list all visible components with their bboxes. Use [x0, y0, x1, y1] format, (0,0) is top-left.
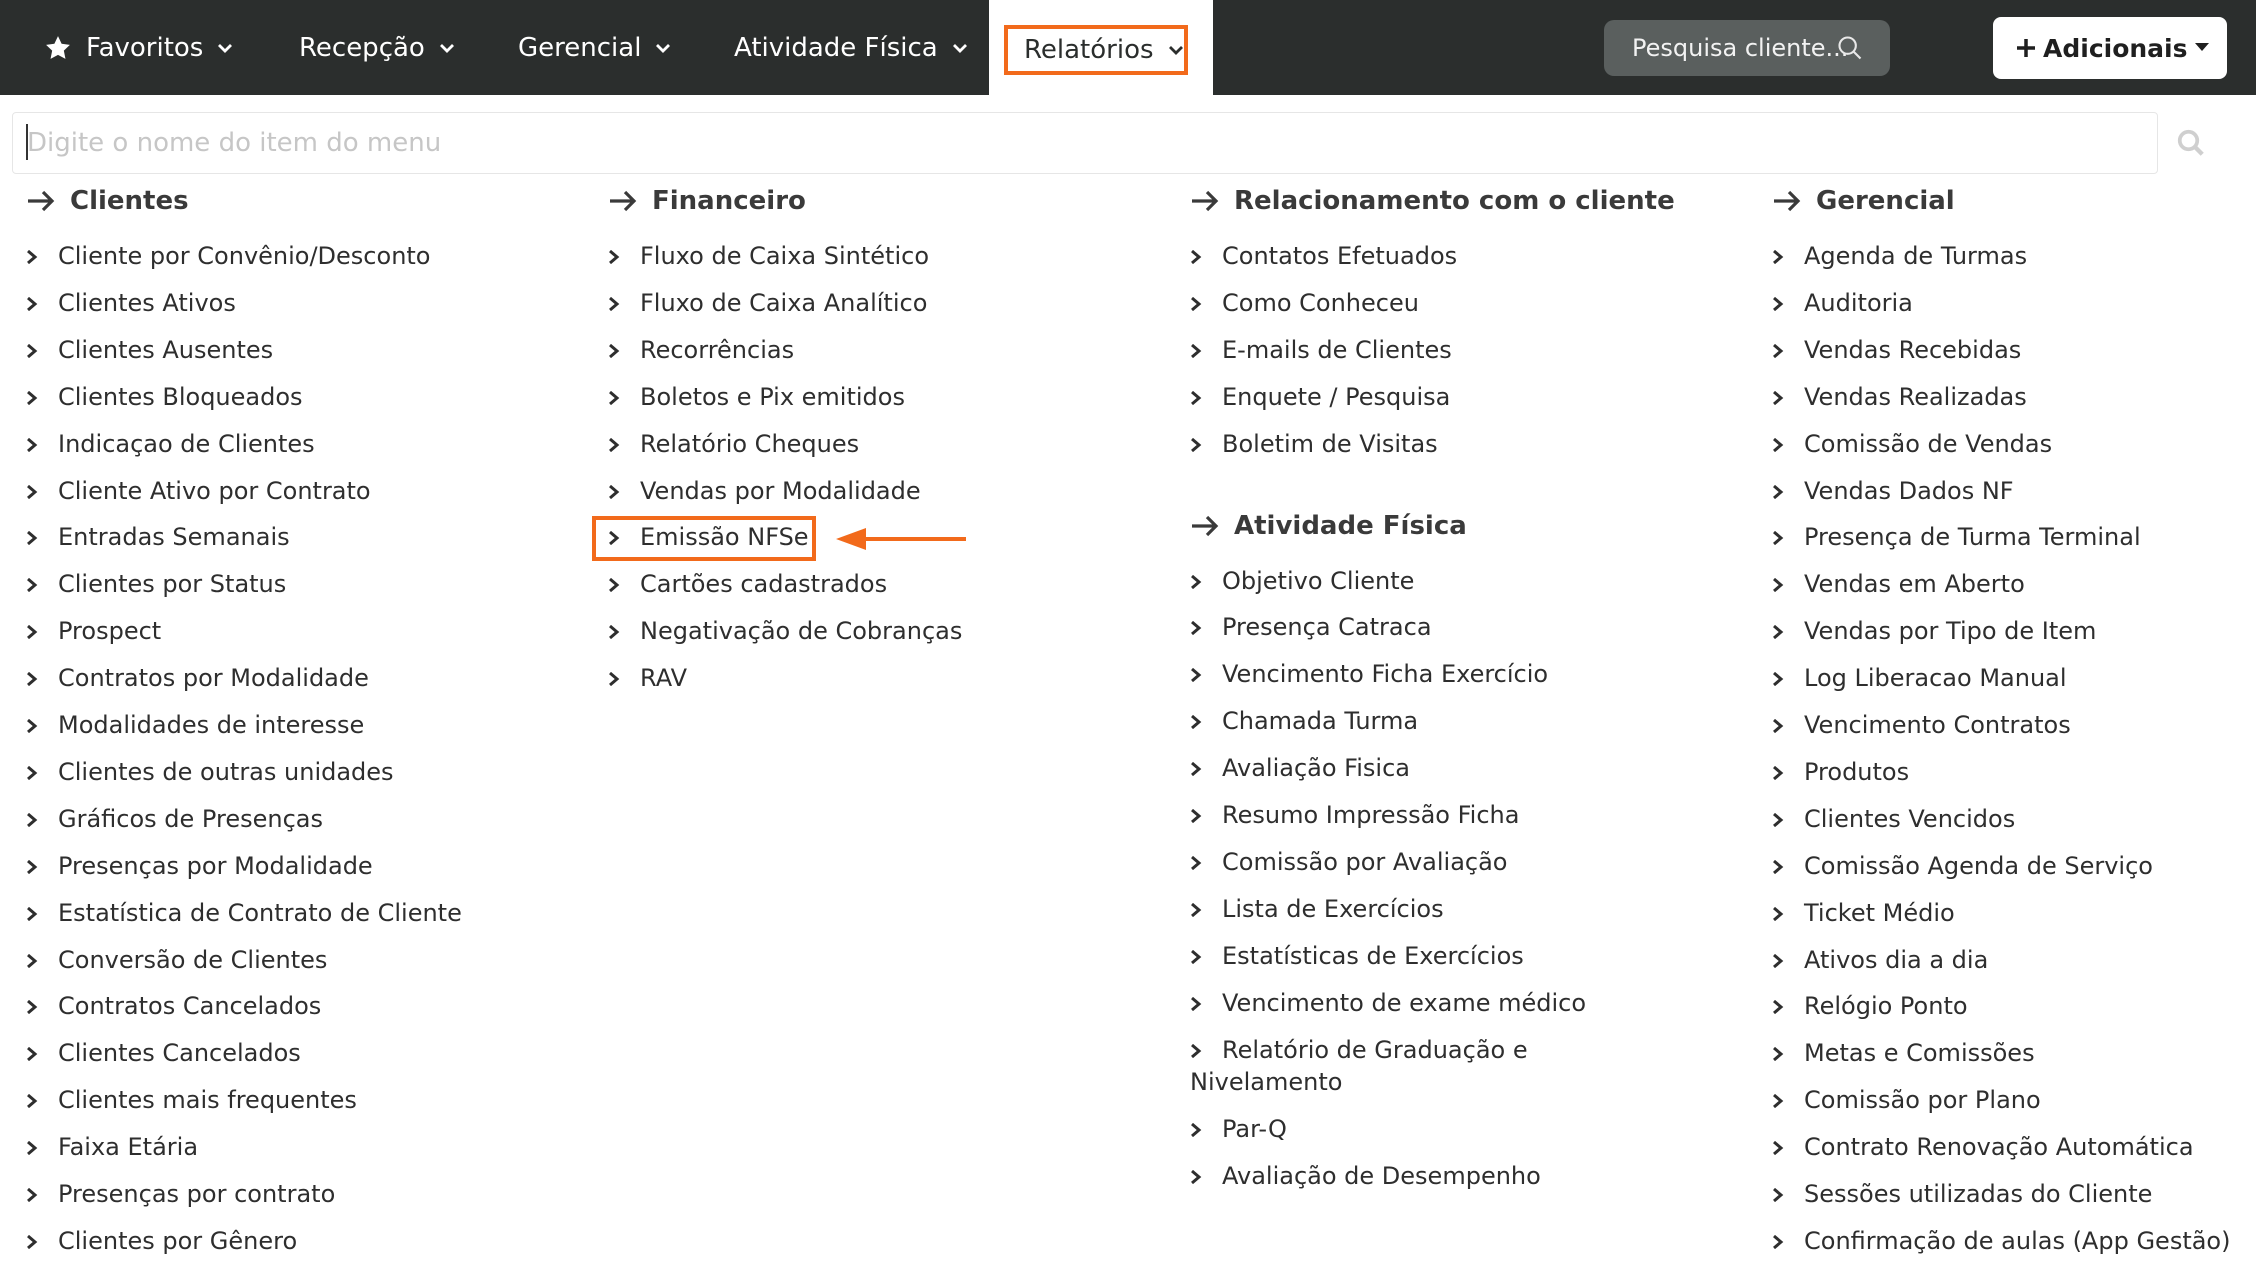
menu-item-label: Ativos dia a dia	[1804, 945, 1989, 974]
chevron-right-icon	[1772, 297, 1784, 311]
menu-item-label: Contrato Renovação Automática	[1804, 1133, 2194, 1162]
chevron-right-icon	[1772, 1235, 1784, 1249]
menu-item-label: Vendas Dados NF	[1804, 476, 2014, 505]
menu-item-label: Produtos	[1804, 757, 1910, 786]
chevron-right-icon	[1190, 1170, 1202, 1184]
menu-item-label: Lista de Exercícios	[1222, 894, 1444, 923]
chevron-right-icon	[1772, 250, 1784, 264]
section-title-label: Financeiro	[652, 186, 806, 216]
menu-item-label: Estatística de Contrato de Cliente	[58, 898, 462, 927]
menu-item-label: Gráficos de Presenças	[58, 804, 323, 833]
menu-item-label: Clientes Ativos	[58, 288, 236, 317]
chevron-right-icon	[1772, 531, 1784, 545]
arrow-right-icon	[608, 190, 638, 212]
menu-item-label: Vendas em Aberto	[1804, 570, 2025, 599]
menu-item-label: Contatos Efetuados	[1222, 242, 1458, 270]
chevron-right-icon	[608, 297, 620, 311]
chevron-right-icon	[1772, 391, 1784, 405]
menu-item-label: Sessões utilizadas do Cliente	[1804, 1180, 2153, 1208]
menu-item-label: Clientes Cancelados	[58, 1039, 301, 1068]
nav-label-recepcao: Recepção	[299, 32, 425, 63]
chevron-right-icon	[26, 438, 38, 452]
chevron-right-icon	[26, 1141, 38, 1155]
chevron-right-icon	[1772, 1000, 1784, 1014]
menu-item-label: Cartões cadastrados	[640, 570, 888, 599]
menu-item-label: Presença Catraca	[1222, 613, 1432, 642]
menu-item-label: Boletim de Visitas	[1222, 429, 1438, 458]
menu-item-label: Log Liberacao Manual	[1804, 664, 2067, 693]
chevron-right-icon	[26, 907, 38, 921]
menu-item-label: Prospect	[58, 617, 162, 646]
menu-item-label: Par-Q	[1222, 1115, 1287, 1144]
menu-item-label: Vencimento Ficha Exercício	[1222, 660, 1549, 689]
menu-item-label: Vencimento Contratos	[1804, 711, 2071, 739]
chevron-right-icon	[1772, 438, 1784, 452]
chevron-right-icon	[608, 344, 620, 358]
menu-item-label: Contratos Cancelados	[58, 992, 322, 1021]
chevron-right-icon	[1190, 856, 1202, 870]
menu-item-label: Estatísticas de Exercícios	[1222, 941, 1524, 970]
menu-item-label: Comissão por Avaliação	[1222, 847, 1508, 876]
menu-item-label: Comissão Agenda de Serviço	[1804, 851, 2153, 880]
menu-item-label: Agenda de Turmas	[1804, 242, 2028, 270]
menu-item-label: E-mails de Clientes	[1222, 335, 1452, 364]
menu-item-label: Clientes Bloqueados	[58, 382, 303, 411]
chevron-right-icon	[26, 1188, 38, 1202]
text-cursor	[26, 124, 28, 160]
chevron-right-icon	[1190, 997, 1202, 1011]
section-title-clientes	[26, 186, 189, 216]
menu-item-label: Presenças por Modalidade	[58, 851, 373, 880]
menu-item-label: RAV	[640, 664, 688, 693]
chevron-right-icon	[1772, 625, 1784, 639]
nav-relatorios[interactable]	[989, 0, 1213, 95]
chevron-right-icon	[608, 438, 620, 452]
menu-item-label: Avaliação de Desempenho	[1222, 1162, 1541, 1191]
chevron-right-icon	[1190, 344, 1202, 358]
chevron-right-icon	[26, 766, 38, 780]
section-title-relacionamento-com-o-cliente	[1190, 186, 1675, 216]
menu-item-label: Presenças por contrato	[58, 1180, 336, 1208]
menu-item-label: Indicaçao de Clientes	[58, 429, 315, 458]
arrow-right-icon	[1772, 190, 1802, 212]
nav-recepcao[interactable]	[299, 0, 455, 95]
chevron-right-icon	[26, 719, 38, 733]
section-title-label: Atividade Física	[1234, 510, 1467, 541]
chevron-right-icon	[608, 672, 620, 686]
chevron-right-icon	[26, 1000, 38, 1014]
nav-favoritos[interactable]	[44, 0, 233, 95]
menu-item-label: Comissão por Plano	[1804, 1086, 2041, 1115]
menu-item-label: Clientes por Status	[58, 570, 287, 599]
chevron-right-icon	[1190, 715, 1202, 729]
client-search-placeholder: Pesquisa cliente...	[1632, 34, 1849, 62]
section-title-gerencial	[1772, 186, 1955, 216]
chevron-right-icon	[1190, 297, 1202, 311]
menu-item-label: Resumo Impressão Ficha	[1222, 801, 1520, 829]
search-icon[interactable]	[1836, 34, 1864, 62]
chevron-right-icon	[1772, 766, 1784, 780]
chevron-right-icon	[26, 391, 38, 405]
menu-item-label: Boletos e Pix emitidos	[640, 382, 905, 411]
menu-item-label: Faixa Etária	[58, 1133, 199, 1162]
chevron-down-icon	[952, 42, 968, 54]
chevron-right-icon	[26, 485, 38, 499]
chevron-right-icon	[1190, 950, 1202, 964]
menu-item-label: Presença de Turma Terminal	[1804, 523, 2141, 552]
menu-item-search[interactable]	[12, 112, 2158, 174]
search-icon[interactable]	[2176, 128, 2206, 158]
menu-item-label: Emissão NFSe	[640, 523, 809, 552]
chevron-right-icon	[608, 391, 620, 405]
arrow-right-icon	[1190, 190, 1220, 212]
chevron-right-icon	[1772, 1047, 1784, 1061]
plus-icon	[2015, 37, 2037, 59]
chevron-down-icon	[217, 42, 233, 54]
chevron-right-icon	[1772, 344, 1784, 358]
menu-item-label: Cliente Ativo por Contrato	[58, 476, 371, 505]
menu-item-label: Clientes mais frequentes	[58, 1086, 357, 1115]
menu-item-label: Conversão de Clientes	[58, 945, 328, 974]
menu-item-label: Contratos por Modalidade	[58, 664, 369, 693]
arrow-right-icon	[1190, 515, 1220, 537]
chevron-right-icon	[26, 344, 38, 358]
menu-item-label: Fluxo de Caixa Sintético	[640, 242, 930, 270]
emissao-nfse-highlight-box	[592, 516, 816, 561]
nav-label-gerencial: Gerencial	[518, 32, 642, 63]
section-title-atividade-fisica	[1190, 511, 1467, 541]
menu-item-label: Clientes Vencidos	[1804, 804, 2016, 833]
star-icon	[44, 34, 72, 62]
menu-item-label: Relatório Cheques	[640, 429, 860, 458]
menu-item-label: Objetivo Cliente	[1222, 566, 1415, 595]
menu-item-label: Vendas por Tipo de Item	[1804, 617, 2097, 646]
chevron-right-icon	[26, 531, 38, 545]
chevron-right-icon	[1772, 1141, 1784, 1155]
chevron-right-icon	[26, 860, 38, 874]
chevron-right-icon	[26, 250, 38, 264]
chevron-right-icon	[608, 625, 620, 639]
chevron-right-icon	[1772, 1094, 1784, 1108]
nav-label-favoritos: Favoritos	[86, 32, 204, 63]
menu-item-label: Clientes por Gênero	[58, 1226, 298, 1255]
chevron-right-icon	[26, 1094, 38, 1108]
chevron-right-icon	[26, 954, 38, 968]
chevron-down-icon	[439, 42, 455, 54]
chevron-right-icon	[26, 578, 38, 592]
menu-item-label: Auditoria	[1804, 288, 1913, 317]
chevron-right-icon	[26, 297, 38, 311]
chevron-right-icon	[26, 813, 38, 827]
chevron-right-icon	[26, 672, 38, 686]
menu-item-label: Vendas Realizadas	[1804, 382, 2027, 411]
chevron-right-icon	[1772, 860, 1784, 874]
menu-search-input[interactable]	[13, 112, 2157, 174]
menu-item-label: Vencimento de exame médico	[1222, 988, 1587, 1017]
menu-item-label: Negativação de Cobranças	[640, 617, 963, 646]
chevron-right-icon	[1772, 1188, 1784, 1202]
chevron-down-icon	[655, 42, 671, 54]
chevron-right-icon	[1772, 719, 1784, 733]
nav-label-relatorios: Relatórios	[1024, 35, 1154, 65]
chevron-down-icon	[1168, 44, 1184, 56]
chevron-right-icon	[1190, 250, 1202, 264]
chevron-right-icon	[1190, 621, 1202, 635]
menu-item-label: Relatório de Graduação e Nivelamento	[1190, 1035, 1528, 1096]
menu-item-label: Comissão de Vendas	[1804, 429, 2053, 458]
chevron-right-icon	[608, 485, 620, 499]
menu-item-label: Recorrências	[640, 335, 795, 364]
nav-label-atividade-fisica: Atividade Física	[734, 32, 938, 63]
chevron-right-icon	[608, 250, 620, 264]
menu-item-label: Avaliação Fisica	[1222, 754, 1410, 783]
menu-item-label: Modalidades de interesse	[58, 711, 365, 739]
chevron-right-icon	[1190, 762, 1202, 776]
menu-item-label: Chamada Turma	[1222, 707, 1419, 736]
adicionais-label: Adicionais	[2043, 33, 2188, 63]
chevron-right-icon	[26, 1235, 38, 1249]
menu-item-label: Vendas por Modalidade	[640, 476, 921, 505]
chevron-right-icon	[1772, 954, 1784, 968]
menu-item-label: Ticket Médio	[1804, 898, 1955, 927]
chevron-right-icon	[608, 578, 620, 592]
menu-item-label: Entradas Semanais	[58, 523, 290, 552]
arrow-left-annotation-icon	[832, 524, 972, 554]
menu-item-label: Clientes de outras unidades	[58, 757, 394, 786]
section-title-label: Clientes	[70, 186, 189, 216]
client-search-input[interactable]	[1604, 20, 1890, 76]
menu-item-label: Enquete / Pesquisa	[1222, 382, 1451, 411]
chevron-right-icon	[1772, 813, 1784, 827]
chevron-right-icon	[1772, 485, 1784, 499]
menu-item-label: Clientes Ausentes	[58, 335, 274, 364]
nav-gerencial[interactable]	[518, 0, 671, 95]
chevron-right-icon	[1190, 575, 1202, 589]
menu-item-label: Como Conheceu	[1222, 288, 1419, 317]
chevron-right-icon	[1190, 438, 1202, 452]
menu-item-label: Fluxo de Caixa Analítico	[640, 288, 928, 317]
chevron-right-icon	[1190, 391, 1202, 405]
chevron-right-icon	[1190, 668, 1202, 682]
arrow-right-icon	[26, 190, 56, 212]
adicionais-button[interactable]	[1993, 17, 2227, 79]
nav-atividade-fisica[interactable]	[734, 0, 968, 95]
chevron-right-icon	[1190, 1123, 1202, 1137]
section-title-label: Relacionamento com o cliente	[1234, 186, 1675, 216]
menu-item-label: Confirmação de aulas (App Gestão)	[1804, 1226, 2231, 1255]
chevron-right-icon	[1772, 578, 1784, 592]
chevron-right-icon	[1190, 809, 1202, 823]
menu-item-label: Vendas Recebidas	[1804, 335, 2022, 364]
menu-item-label: Cliente por Convênio/Desconto	[58, 242, 431, 270]
menu-item-label: Metas e Comissões	[1804, 1039, 2035, 1068]
relatorios-highlight-box	[1004, 25, 1188, 75]
chevron-right-icon	[1772, 907, 1784, 921]
chevron-right-icon	[26, 1047, 38, 1061]
section-title-label: Gerencial	[1816, 186, 1955, 216]
top-navigation-bar	[0, 0, 2256, 95]
chevron-right-icon	[1190, 903, 1202, 917]
chevron-right-icon	[26, 625, 38, 639]
section-title-financeiro	[608, 186, 806, 216]
menu-item-label: Relógio Ponto	[1804, 992, 1968, 1021]
caret-down-icon[interactable]	[2195, 43, 2209, 53]
chevron-right-icon	[1772, 672, 1784, 686]
